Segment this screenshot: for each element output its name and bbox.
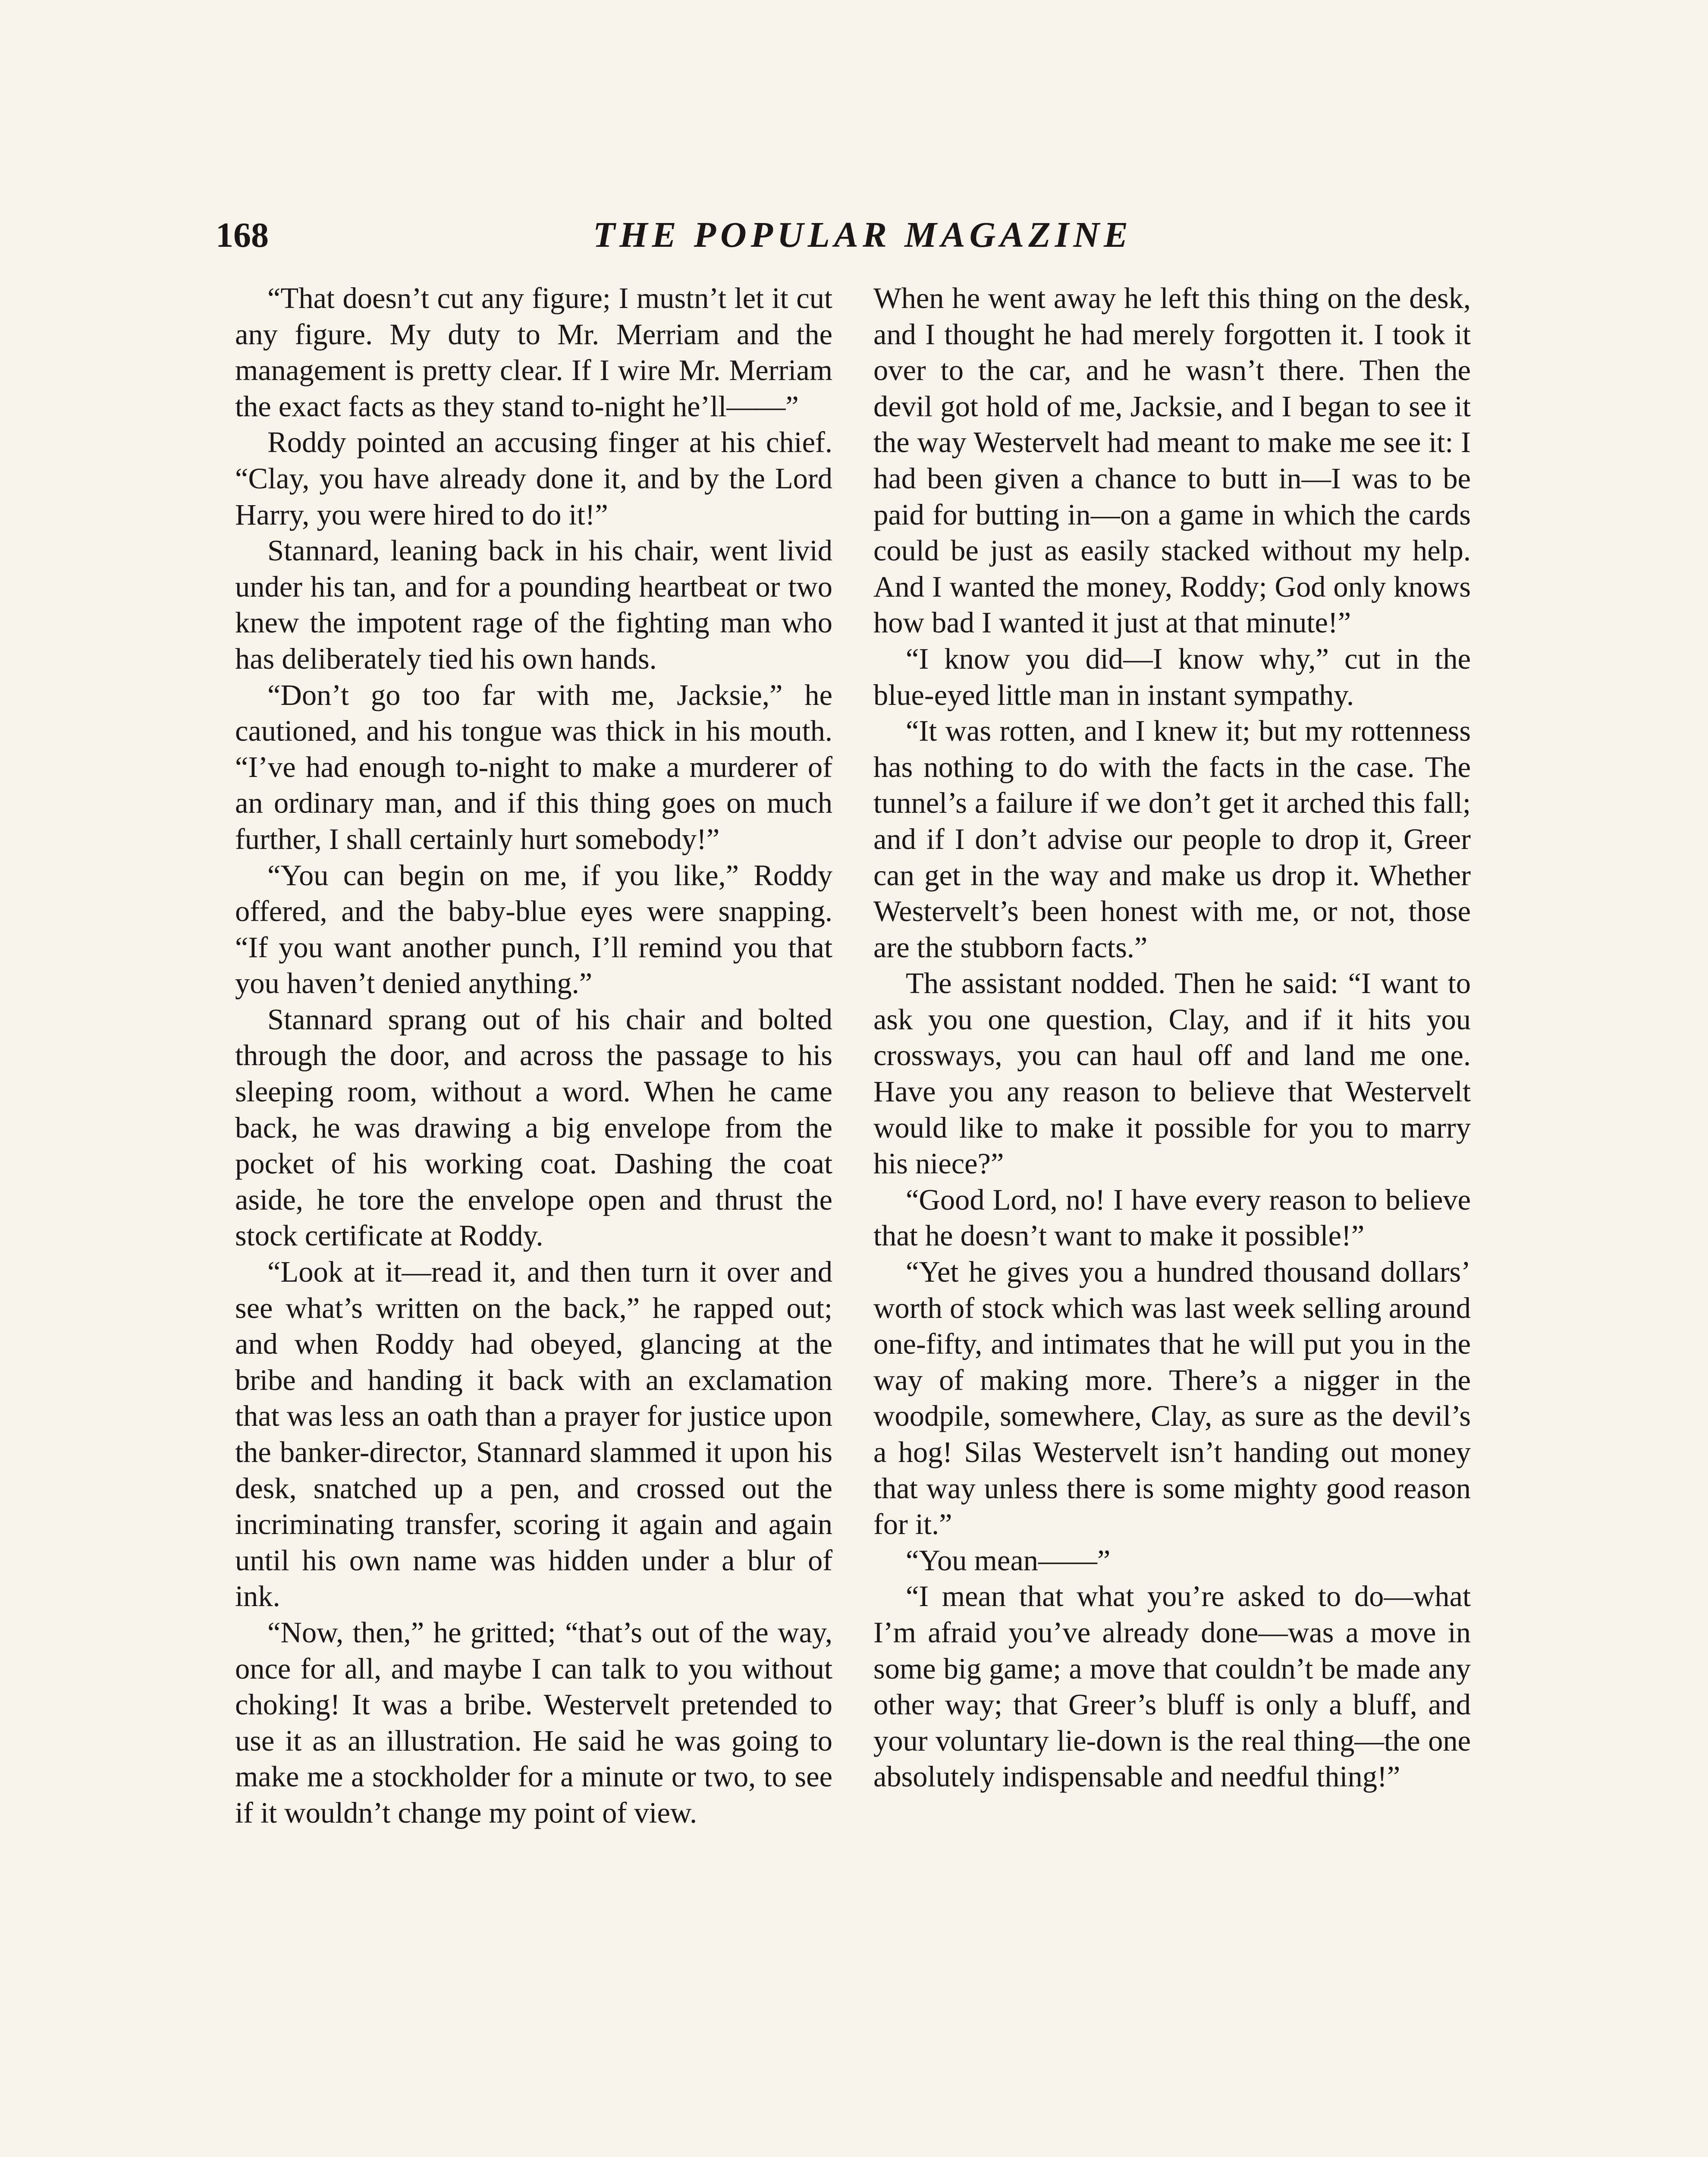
paragraph: “Yet he gives you a hundred thousand dollars’ worth of stock which was last week selling around one-fifty, and intimates that he will put you in the way of making more. There’s a nigger in the woodpile, somewhere, Clay, as sure as the devil’s a hog! Silas Westervelt isn’t handing out money that way unless there is some mighty good reason for it.” bbox=[873, 1255, 1471, 1541]
paragraph: Stannard, leaning back in his chair, went livid under his tan, and for a pounding heartbeat or two knew the impotent rage of the fighting man who has deliberately tied his own hands. bbox=[235, 534, 832, 675]
paragraph: “I know you did—I know why,” cut in the blue-eyed little man in instant sympathy. bbox=[873, 642, 1471, 711]
paragraph: “Look at it—read it, and then turn it over and see what’s written on the back,” he rapped out; and when Roddy had obeyed, glancing at the bribe and handing it back with an exclamation that was less an oath than a prayer for justice upon the banker-director, Stannard slammed it upon his desk, snatched up a pen, and crossed out the incriminating transfer, scoring it again and again until his own name was hidden under a blur of ink. bbox=[235, 1255, 832, 1613]
paragraph-continued: When he went away he left this thing on the desk, and I thought he had merely forgotten it. I took it over to the car, and he wasn’t there. Then the devil got hold of me, Jacksie, and I began to see it the way Westervelt had meant to make me see it: I had been given a chance to butt in—I was to be paid for butting in—on a game in which the cards could be just as easily stacked without my help. And I wanted the money, Roddy; God only knows how bad I wanted it just at that minute!” bbox=[873, 282, 1471, 639]
paragraph: “It was rotten, and I knew it; but my rottenness has nothing to do with the facts in the case. The tunnel’s a failure if we don’t get it arched this fall; and if I don’t advise our people to drop it, Greer can get in the way and make us drop it. Whether Westervelt’s been honest with me, or not, those are the stubborn facts.” bbox=[873, 714, 1471, 964]
paragraph: The assistant nodded. Then he said: “I want to ask you one question, Clay, and if it hits you crossways, you can haul off and land me one. Have you any reason to believe that Westervelt would like to make it possible for you to marry his niece?” bbox=[873, 967, 1471, 1180]
paragraph: “That doesn’t cut any figure; I mustn’t let it cut any figure. My duty to Mr. Merriam and the management is pretty clear. If I wire Mr. Merriam the exact facts as they stand to-night he’ll——” bbox=[235, 282, 832, 423]
paragraph: Roddy pointed an accusing finger at his chief. “Clay, you have already done it, and by the Lord Harry, you were hired to do it!” bbox=[235, 426, 832, 531]
right-column bbox=[873, 280, 1471, 1795]
paragraph: “Good Lord, no! I have every reason to believe that he doesn’t want to make it possible!” bbox=[873, 1183, 1471, 1252]
left-column bbox=[235, 280, 832, 1831]
paragraph: “You can begin on me, if you like,” Roddy offered, and the baby-blue eyes were snapping. “If you want another punch, I’ll remind you that you haven’t denied anything.” bbox=[235, 858, 832, 1000]
paragraph: “Don’t go too far with me, Jacksie,” he cautioned, and his tongue was thick in his mouth. “I’ve had enough to-night to make a murderer of an ordinary man, and if this thing goes on much further, I shall certainly hurt somebody!” bbox=[235, 678, 832, 855]
paragraph: “Now, then,” he gritted; “that’s out of the way, once for all, and maybe I can talk to you without choking! It was a bribe. Westervelt pretended to use it as an illustration. He said he was going to make me a stockholder for a minute or two, to see if it wouldn’t change my point of view. bbox=[235, 1616, 832, 1829]
page-number: 168 bbox=[216, 215, 269, 255]
paragraph: “I mean that what you’re asked to do—what I’m afraid you’ve already done—was a move in some big game; a move that couldn’t be made any other way; that Greer’s bluff is only a bluff, and your voluntary lie-down is the real thing—the one absolutely indispensable and needful thing!” bbox=[873, 1580, 1471, 1793]
paragraph: Stannard sprang out of his chair and bolted through the door, and across the passage to his sleeping room, without a word. When he came back, he was drawing a big envelope from the pocket of his working coat. Dashing the coat aside, he tore the envelope open and thrust the stock certificate at Roddy. bbox=[235, 1003, 832, 1252]
page-header bbox=[216, 207, 1294, 263]
paragraph: “You mean——” bbox=[906, 1544, 1111, 1577]
running-title: THE POPULAR MAGAZINE bbox=[593, 215, 1133, 255]
